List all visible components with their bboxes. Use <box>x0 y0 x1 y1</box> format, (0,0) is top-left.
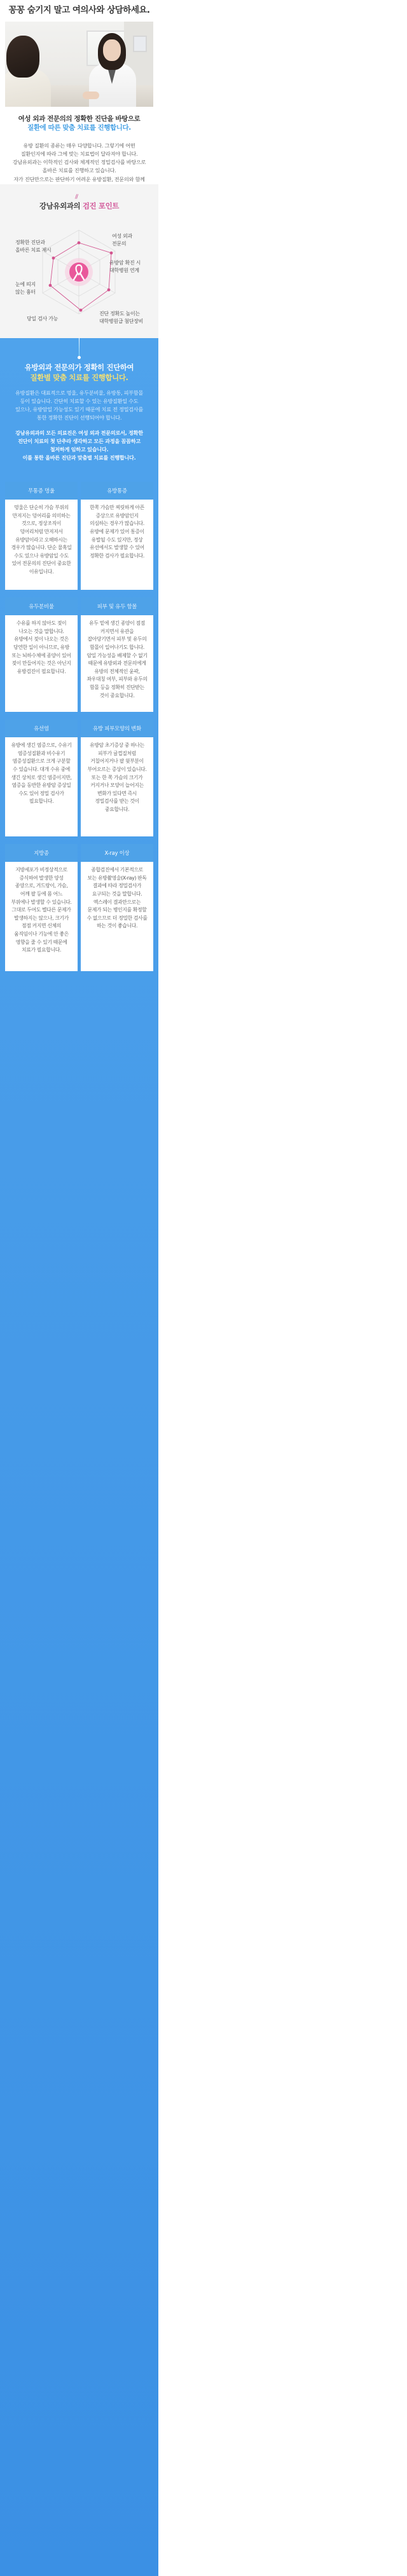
consultation-photo <box>5 22 153 107</box>
condition-card-title: 유방통증 <box>81 482 153 500</box>
point-accurate-diagnosis: 정확한 진단과 올바른 치료 제시 <box>15 240 52 253</box>
condition-card-line: 피부가 귤껍질처럼 <box>98 750 136 756</box>
condition-card-line: 있어 전문의의 진단이 중요한 <box>11 561 71 567</box>
checkup-points-diagram <box>0 217 158 338</box>
condition-card-mastitis <box>5 719 78 836</box>
condition-card-line: 증상으로 유방암인지 <box>95 512 139 519</box>
condition-card-body <box>5 500 78 576</box>
title-accent-mark: // <box>75 194 78 200</box>
condition-card-line: 함몰 등을 정확히 진단받는 <box>90 685 144 691</box>
consult-headline-line2: 질환에 따른 맞춤 치료를 진행합니다. <box>27 124 131 132</box>
condition-card-line: 또는 한 쪽 가슴의 크기가 <box>91 774 143 780</box>
condition-card-line: 어깨 팔 등에 몸 어느 <box>20 890 63 897</box>
condition-card-line: 유방에 생긴 염증으로, 수유기 <box>11 742 72 748</box>
condition-card-line: 멍울은 단순히 가슴 부위의 <box>14 505 69 510</box>
condition-card-line: 점점 커지면 신체의 <box>22 923 61 929</box>
condition-card-skin-nipple-retraction <box>81 597 153 712</box>
condition-card-line: 암일 가능성을 배제할 수 없기 <box>86 652 148 658</box>
condition-card-line: 보는 유방촬영술(X-ray) 판독 <box>87 875 147 881</box>
condition-card-line: 커지면서 유관을 <box>100 628 134 634</box>
point-invisible-scar: 눈에 띄지 않는 흉터 <box>15 282 36 295</box>
condition-card-body <box>5 737 78 806</box>
condition-card-line: 염증성질환으로 크게 구분할 <box>12 758 71 765</box>
condition-card-line: 결과에 따라 정밀검사가 <box>92 883 142 889</box>
condition-card-breast-pain <box>81 482 153 590</box>
condition-card-line: 유방의 전체적인 윤곽, <box>94 668 140 674</box>
condition-card-line: 지방세포가 비정상적으로 <box>15 867 67 873</box>
condition-card-line: 잡아당기면서 피부 및 유두의 <box>87 636 147 643</box>
condition-card-line: 정밀검사를 받는 것이 <box>95 798 139 805</box>
checkup-points-title: 강남유외과의 검진 포인트 <box>39 201 119 210</box>
condition-card-line: 나오는 것을 말합니다. <box>18 628 64 634</box>
condition-card-line: 커지거나 모양이 늘어지는 <box>90 782 144 789</box>
condition-card-line: 정확한 검사가 필요합니다. <box>90 552 144 559</box>
condition-card-line: 수 없으므로 더 정밀한 검사를 <box>86 915 148 921</box>
condition-card-line: 요구되는 것을 말합니다. <box>92 890 142 897</box>
condition-card-body <box>81 500 153 560</box>
condition-card-title: 유두분비물 <box>5 597 78 615</box>
condition-card-title: 지방종 <box>5 844 78 862</box>
condition-card-title: X-ray 이상 <box>81 844 153 862</box>
condition-card-painless-lump <box>5 482 78 590</box>
condition-card-xray-abnormal <box>81 844 153 971</box>
condition-card-line: 부어오르는 증상이 있습니다. <box>87 766 147 772</box>
condition-card-line: 수 있습니다. 대개 수유 중에 <box>13 766 70 772</box>
condition-card-nipple-discharge <box>5 597 78 712</box>
condition-card-line: 치료가 필요합니다. <box>22 947 61 953</box>
condition-card-line: 증식하여 발생한 양성 <box>19 875 64 881</box>
condition-card-line: 한쪽 가슴만 찌릿하게 아픈 <box>90 505 144 510</box>
condition-card-line: 중요합니다. <box>104 807 130 813</box>
condition-card-lipoma <box>5 844 78 971</box>
condition-card-line: 변화가 있다면 즉시 <box>97 790 137 796</box>
condition-card-body <box>81 737 153 814</box>
condition-card-line: 생긴 상처로 생긴 염증이지만, <box>11 774 72 780</box>
condition-card-line: 하는 것이 좋습니다. <box>96 923 138 929</box>
conditions-intro: 유방질환은 대표적으로 멍울, 유두분비물, 유방통, 피부함몰 등이 있습니다. 간단히 치료할 수 있는 유방질환일 수도 있으나, 유방암일 가능성도 있기 때문에 치료 전 정밀검사를 통한 정확한 진단이 선행되어야 합니다. <box>15 390 144 421</box>
condition-card-line: 발생하지는 않으나, 크기가 <box>14 915 69 921</box>
consult-body-line: 질환인지에 따라 그에 맞는 치료법이 달라져야 합니다. <box>20 151 138 158</box>
condition-card-line: 종양으로, 겨드랑이, 가슴, <box>15 883 68 889</box>
conditions-section <box>0 338 158 2576</box>
condition-card-line: 유방검진이 필요합니다. <box>17 668 66 674</box>
condition-card-body <box>81 862 153 930</box>
condition-card-body <box>5 615 78 676</box>
condition-card-line: 유방에서 젖이 나오는 것은 <box>14 636 69 643</box>
condition-card-line: 젖이 만들어지는 것은 아닌지 <box>11 660 71 667</box>
condition-card-line: 때문에 유방외과 전문의에게 <box>88 660 146 667</box>
conditions-emphasis: 강남유외과의 모든 의료진은 여성 외과 전문의로서, 정확한 진단이 치료의 첫 단추라 생각하고 모든 과정을 꼼꼼하고 철저하게 임하고 있습니다. 이를 통한 올바른 진단과 맞춤별 치료를 진행합니다. <box>15 430 143 461</box>
condition-card-line: 유방에 문제가 있어 통증이 <box>90 528 144 535</box>
consult-title: 꽁꽁 숨기지 말고 여의사와 상담하세요. <box>8 5 150 15</box>
consult-section <box>0 0 158 184</box>
condition-card-line: 유두 밑에 생긴 종양이 점점 <box>89 620 145 626</box>
condition-card-line: 수도 있어 정밀 검사가 <box>18 790 64 796</box>
condition-card-line: 이유입니다. <box>29 569 54 575</box>
conditions-headline-line2: 질환별 맞춤 치료를 진행합니다. <box>30 373 128 382</box>
consult-body-line: 유방 질환의 종류는 매우 다양합니다. 그렇기에 어떤 <box>23 142 135 149</box>
condition-card-title: 무통증 멍울 <box>5 482 78 500</box>
consult-body-line: 올바른 치료를 진행하고 있습니다. <box>42 167 116 174</box>
condition-card-title: 피부 및 유두 함몰 <box>81 597 153 615</box>
condition-card-line: 당연한 일이 아니므로, 유방 <box>13 644 69 650</box>
condition-card-line: 유방암 초기증상 중 하나는 <box>90 742 144 748</box>
condition-card-line: 문제가 되는 병인지를 확정할 <box>87 907 147 913</box>
consult-body-line: 강남유외과는 이학적인 검사와 체계적인 정밀검사를 바탕으로 <box>12 159 146 166</box>
condition-card-line: 수도 있으나 유방암일 수도 <box>14 552 69 559</box>
consult-headline-line1: 여성 외과 전문의의 정확한 진단을 바탕으로 <box>18 115 141 123</box>
condition-card-line: 수유를 하지 않아도 젖이 <box>16 620 67 626</box>
condition-card-line: 엑스레이 결과만으로는 <box>93 899 141 905</box>
condition-card-line: 덩어리처럼 만져져서 <box>20 528 63 535</box>
condition-card-line: 경우가 많습니다. 단순 물혹일 <box>11 545 72 551</box>
condition-card-line: 거칠어지거나 팔 윗부분이 <box>90 758 144 765</box>
condition-card-line: 것으로, 정상조직이 <box>22 521 61 527</box>
condition-card-line: 유발될 수도 있지만, 정상 <box>91 536 143 543</box>
point-female-specialist: 여성 외과 전문의 <box>112 233 132 247</box>
condition-card-line: 종합검진에서 기본적으로 <box>91 867 143 873</box>
divider-dot <box>78 356 81 359</box>
consult-body-line: 자가 진단만으로는 판단하기 어려운 유방질환, 전문의와 함께 <box>13 175 145 182</box>
condition-card-line: 필요합니다. <box>29 798 54 805</box>
condition-card-line: 움직임이나 기능에 안 좋은 <box>14 931 69 937</box>
condition-card-line: 만져지는 덩어리를 의미하는 <box>12 512 71 519</box>
condition-card-title: 유방 피부모양의 변화 <box>81 719 153 737</box>
condition-card-skin-shape-change <box>81 719 153 836</box>
condition-card-line: 함몰이 일어나기도 합니다. <box>90 644 144 650</box>
condition-card-line: 유선에서도 발생할 수 있어 <box>90 545 144 551</box>
condition-card-line: 것이 중요합니다. <box>99 692 135 699</box>
point-hospital-link: 유방암 확진 시 대학병원 연계 <box>109 260 141 273</box>
condition-card-line: 영향을 줄 수 있기 때문에 <box>15 939 67 945</box>
checkup-points-section <box>0 184 158 338</box>
condition-card-body <box>81 615 153 700</box>
condition-card-line: 유방암이라고 오해하시는 <box>15 536 67 543</box>
condition-card-line: 염증성질환과 비수유기 <box>17 750 66 756</box>
condition-card-line: 그대로 두어도 별다른 문제가 <box>11 907 71 913</box>
condition-card-line: 또는 뇌하수체에 종양이 있어 <box>11 652 71 658</box>
condition-card-body <box>5 862 78 955</box>
condition-card-line: 염증을 동반한 유방암 증상일 <box>11 782 71 789</box>
condition-card-title: 유선염 <box>5 719 78 737</box>
point-same-day-test: 당일 검사 가능 <box>27 316 59 322</box>
condition-card-line: 좌우대칭 여부, 피부와 유두의 <box>86 676 148 683</box>
condition-card-line: 의심하는 경우가 많습니다. <box>90 521 144 527</box>
conditions-headline-line1: 유방외과 전문의가 정확히 진단하여 <box>24 363 134 372</box>
point-advanced-equipment: 진단 정확도 높이는 대학병원급 첨단장비 <box>99 311 144 324</box>
condition-card-line: 부위에나 발생할 수 있습니다. <box>11 899 72 905</box>
